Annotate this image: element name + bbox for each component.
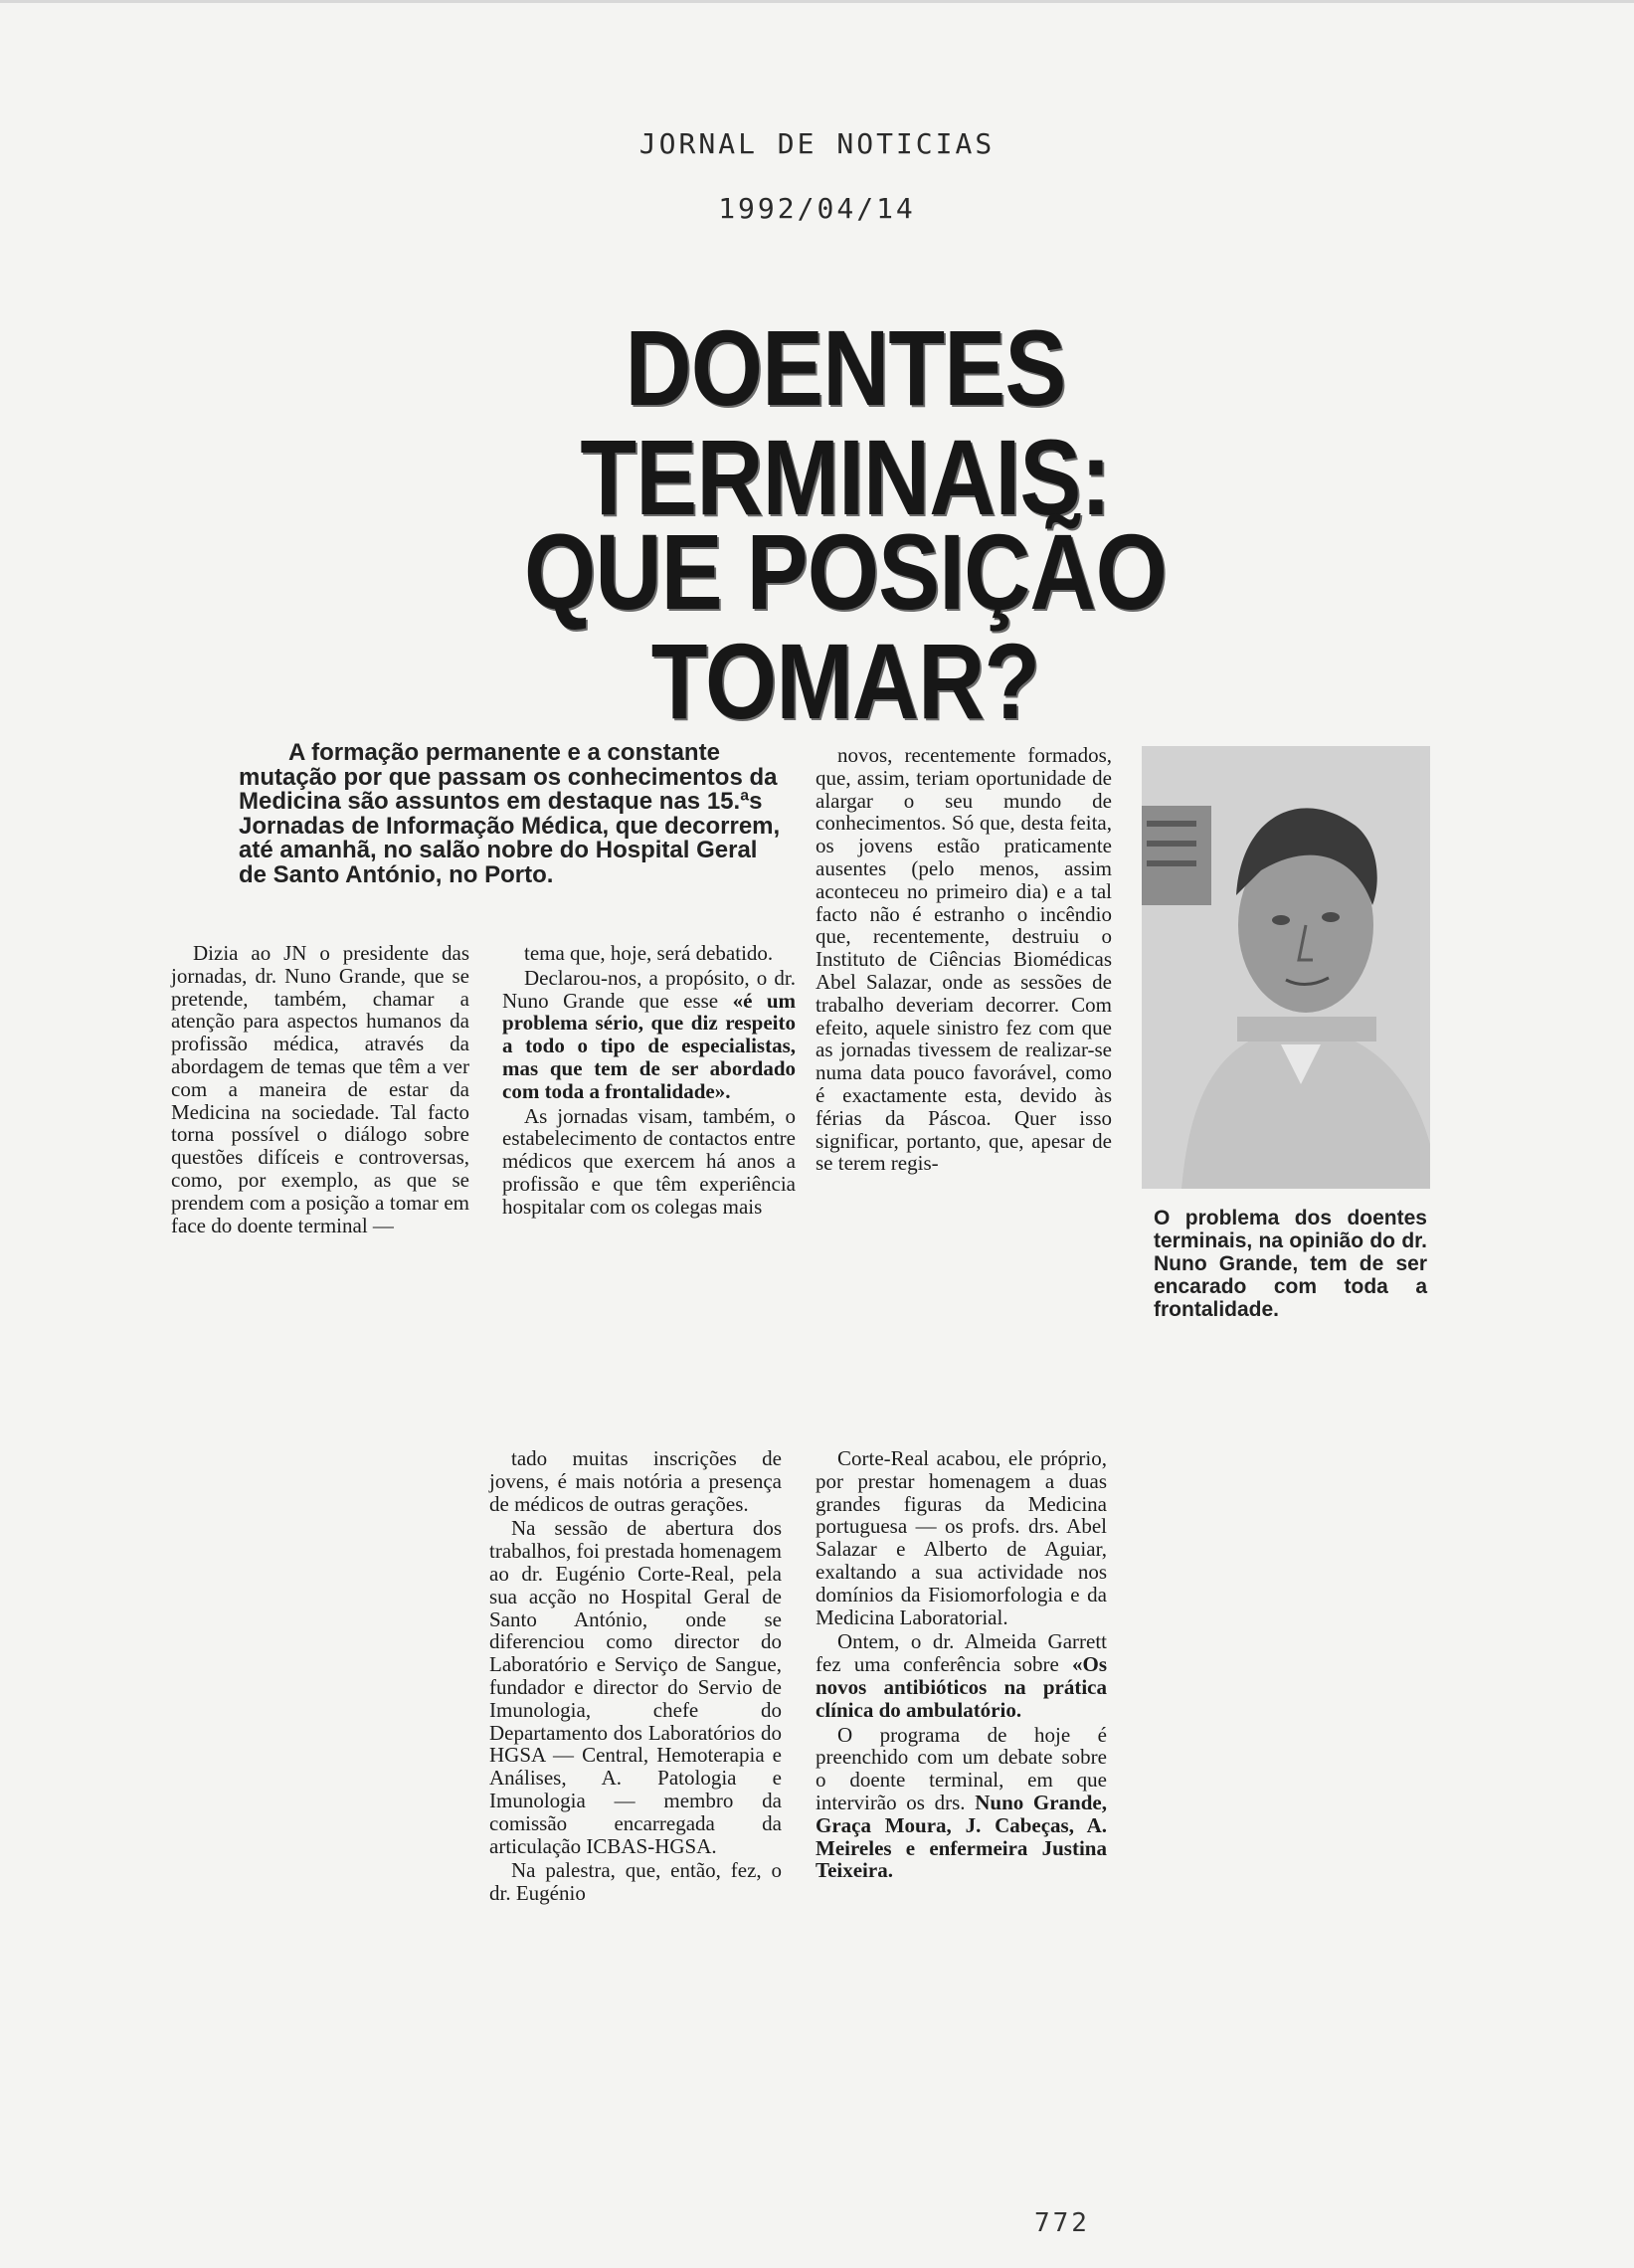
scan-top-edge: [0, 0, 1634, 3]
portrait-illustration: [1142, 746, 1430, 1189]
column-5-paragraph-2: [816, 1630, 1107, 1721]
article-column-2: [502, 942, 796, 1221]
publication-date: 1992/04/14: [718, 192, 916, 225]
headline-line-2: QUE POSIÇÃO TOMAR?: [524, 511, 1167, 741]
article-column-3: [816, 744, 1112, 1177]
lead-paragraph: [239, 741, 791, 887]
article-column-1: [171, 942, 469, 1238]
column-5-paragraph-3: [816, 1724, 1107, 1883]
debate-participants: Nuno Grande, Graça Moura, J. Cabeças, A. Meireles e enfermeira Justina Teixeira.: [816, 1790, 1107, 1883]
column-2-paragraph-1: tema que, hoje, será debatido.: [524, 941, 774, 965]
column-4-paragraph-3: Na palestra, que, então, fez, o dr. Eugénio: [489, 1858, 782, 1906]
column-4-paragraph-1: tado muitas inscrições de jovens, é mais notória a presença de médicos de outras gerações.: [489, 1446, 782, 1516]
column-5-paragraph-3-text: O programa de hoje é preenchido com um debate sobre o doente terminal, em que intervirão os drs.: [816, 1722, 1107, 1814]
column-2-paragraph-2-text: Declarou-nos, a propósito, o dr. Nuno Grande que esse: [502, 965, 796, 1013]
column-5-paragraph-2-text: Ontem, o dr. Almeida Garrett fez uma conferência sobre: [816, 1629, 1107, 1677]
column-3-text: novos, recentemente formados, que, assim, teriam oportunidade de alargar o seu mundo de conhecimentos. Só que, desta feita, os jovens estão praticamente ausentes (pelo menos, assim aconteceu no primeiro dia) e a tal facto não é estranho o incêndio que, recentemente, destruiu o Instituto de Ciências Biomédicas Abel Salazar, onde as sessões de trabalho deveriam decorrer. Com efeito, aquele sinistro fez com que as jornadas tivessem de realizar-se numa data pouco favorável, como é exactamente esta, devido às férias da Páscoa. Quer isso significar, portanto, que, apesar de se terem regis-: [816, 743, 1112, 1176]
page-number: 772: [1034, 2208, 1090, 2238]
publication-name: JORNAL DE NOTICIAS: [638, 127, 996, 160]
column-4-paragraph-2: Na sessão de abertura dos trabalhos, foi prestada homenagem ao dr. Eugénio Corte-Real, pela sua acção no Hospital Geral de Santo António, onde se diferenciou como director do Laboratório e Serviço de Sangue, fundador e director do Servio de Imunologia, chefe do Departamento dos Laboratórios do HGSA — Central, Hemoterapia e Análises, A. Patologia e Imunologia — membro da comissão encarregada da articulação ICBAS-HGSA.: [489, 1516, 782, 1858]
portrait-photo: [1142, 746, 1430, 1189]
column-5-paragraph-1: Corte-Real acabou, ele próprio, por prestar homenagem a duas grandes figuras da Medicina portuguesa — os profs. drs. Abel Salazar e Alberto de Aguiar, exaltando a sua actividade nos domínios da Fisiomorfologia e da Medicina Laboratorial.: [816, 1446, 1107, 1629]
column-1-text: Dizia ao JN o presidente das jornadas, dr. Nuno Grande, que se pretende, também, chamar a atenção para aspectos humanos da profissão médica, através da abordagem de temas que têm a ver com a maneira de estar da Medicina na sociedade. Tal facto torna possível o diálogo sobre questões difíceis e controversas, como, por exemplo, as que se prendem com a posição a tomar em face do doente terminal —: [171, 941, 469, 1237]
photo-caption: [1154, 1207, 1427, 1321]
headline-line-1: DOENTES TERMINAIS:: [580, 307, 1111, 537]
article-column-5: [816, 1447, 1107, 1884]
article-column-4: [489, 1447, 782, 1907]
column-2-paragraph-2: [502, 967, 796, 1103]
conference-title: «Os novos antibióticos na prática clínica do ambulatório.: [816, 1652, 1107, 1722]
photo-caption-text: O problema dos doentes terminais, na opinião do dr. Nuno Grande, tem de ser encarado com toda a frontalidade.: [1154, 1207, 1427, 1321]
lead-text: A formação permanente e a constante mutação por que passam os conhecimentos da Medicina são assuntos em destaque nas 15.ªs Jornadas de Informação Médica, que decorrem, até amanhã, no salão nobre do Hospital Geral de Santo António, no Porto.: [239, 739, 781, 888]
nuno-grande-quote: «é um problema sério, que diz respeito a todo o tipo de especialistas, mas que tem de ser abordado com toda a frontalidade».: [502, 988, 796, 1103]
column-2-paragraph-3: As jornadas visam, também, o estabelecimento de contactos entre médicos que exercem há anos a profissão e que têm experiência hospitalar com os colegas mais: [502, 1103, 796, 1219]
